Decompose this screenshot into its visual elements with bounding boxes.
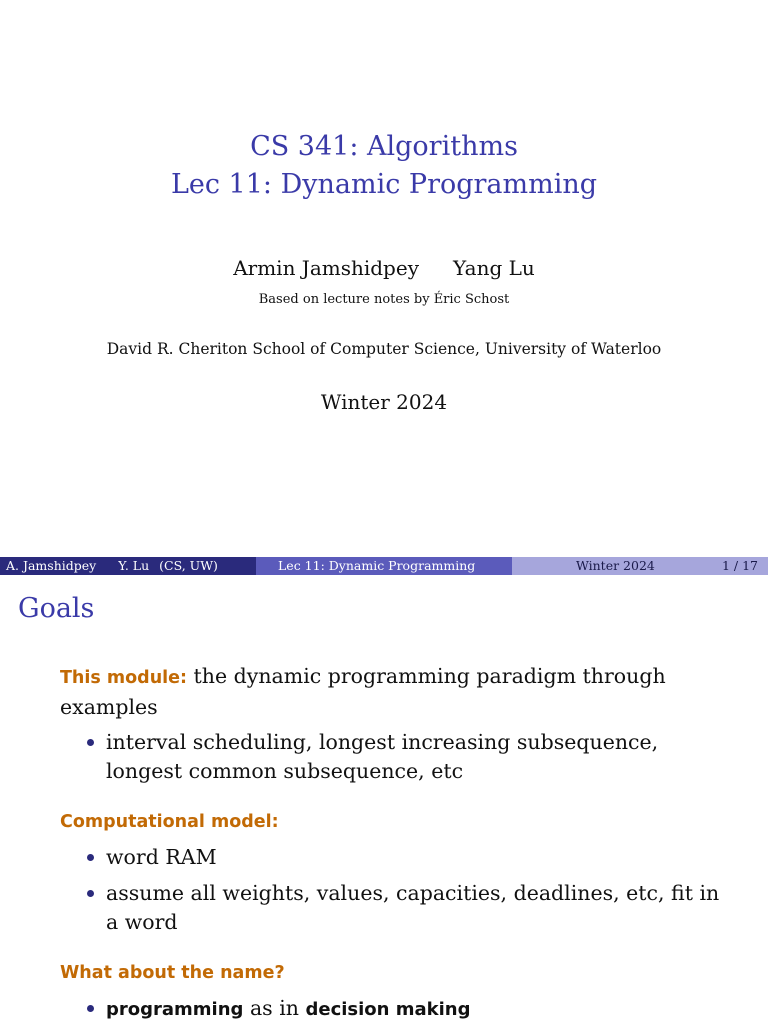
footer-date: Winter 2024 — [576, 558, 655, 573]
footer-lecture: Lec 11: Dynamic Programming — [256, 557, 512, 575]
slide-footer — [0, 557, 768, 575]
model-heading: Computational model: — [60, 812, 279, 832]
institution: David R. Cheriton School of Computer Science, University of Waterloo — [106, 340, 662, 358]
author-name: Yang Lu — [453, 256, 535, 280]
connector-text: as in — [243, 996, 306, 1020]
name-list — [60, 994, 720, 1024]
list-item — [60, 994, 720, 1024]
list-item: assume all weights, values, capacities, deadlines, etc, fit in a word — [60, 879, 720, 937]
module-text: the dynamic programming paradigm through examples — [60, 664, 666, 719]
author-name: Armin Jamshidpey — [233, 256, 419, 280]
module-paragraph — [60, 662, 720, 722]
module-list — [60, 728, 720, 786]
page-number: 1 / 17 — [721, 558, 758, 573]
bold-term: programming — [106, 999, 244, 1020]
footer-author: Y. Lu — [118, 558, 150, 573]
name-heading: What about the name? — [60, 963, 285, 983]
goals-slide — [0, 575, 768, 1024]
authors — [0, 256, 768, 280]
lecture-subtitle: Lec 11: Dynamic Programming — [170, 169, 598, 200]
model-list — [60, 843, 720, 937]
credit-note: Based on lecture notes by Éric Schost — [258, 292, 510, 307]
slide-body — [60, 662, 720, 1031]
module-label: This module: — [60, 668, 188, 688]
date: Winter 2024 — [320, 390, 448, 414]
list-item: word RAM — [60, 843, 720, 872]
bold-term: decision making — [305, 999, 471, 1020]
footer-right — [512, 557, 768, 575]
frame-title: Goals — [18, 593, 95, 624]
footer-affiliation: (CS, UW) — [159, 558, 218, 573]
lecture-title — [0, 128, 768, 204]
list-item: interval scheduling, longest increasing subsequence, longest common subsequence, etc — [60, 728, 720, 786]
footer-authors — [0, 557, 256, 575]
course-title: CS 341: Algorithms — [250, 131, 518, 162]
footer-author: A. Jamshidpey — [6, 558, 97, 573]
